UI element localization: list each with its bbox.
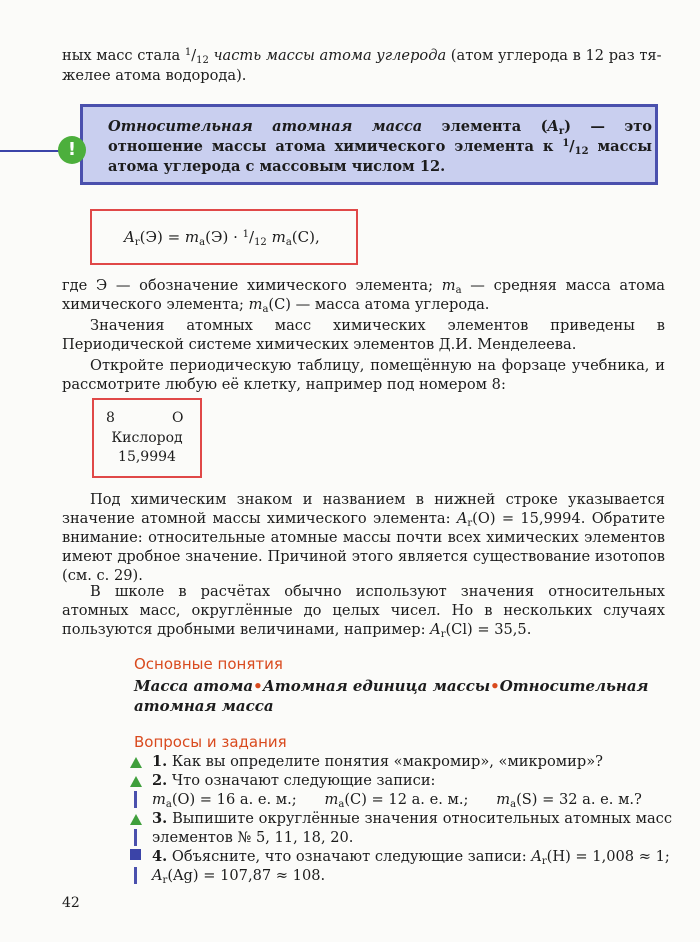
blue-bar-icon [134,867,137,884]
question-1: 1. Как вы определите понятия «макромир», «микромир»? [152,753,603,770]
paragraph-school: В школе в расчётах обычно используют значения относительных атомных масс, округлённые до целых чисел. Но в нескольких случаях пользуются дробными величинами, например: $A_r(Cl) = 35,5$. [62,583,665,640]
question-2: 2. Что означают следующие записи: [152,772,436,789]
question-3: 3. Выпишите округлённые значения относительных атомных масс элементов № 5, 11, 18, 20. [152,810,672,846]
paragraph-open-table: Откройте периодическую таблицу, помещённую на форзаце учебника, и рассмотрите любую её клетку, например под номером 8: [62,357,665,393]
page-number: 42 [62,895,80,911]
concepts-heading: Основные понятия [134,655,283,673]
paragraph-values: Значения атомных масс химических элементов приведены в Периодической системе химических элементов Д.И. Менделеева. [62,317,665,353]
exclamation-icon: ! [58,136,86,164]
definition-text: Относительная атомная масса элемента $(A_r)$ — это отношение массы атома химического элемента к $^1/_{12}$ массы атома углерода с массовым числом 12. [108,118,652,175]
intro-line-1: ных масс стала $^1/_{12}$ часть массы атома углерода (атом углерода в 12 раз тя- [62,47,662,66]
blue-square-icon [130,849,141,860]
relative-mass-formula: $A_r(Э) = m_a(Э) \cdot ^1/_{12}$ $m_a(C)$, [124,228,320,248]
green-triangle-icon [130,814,142,825]
blue-bar-icon [134,791,137,808]
element-name: Кислород [111,430,183,446]
questions-heading: Вопросы и задания [134,733,287,751]
intro-line-2: желее атома водорода). [62,67,247,84]
green-triangle-icon [130,757,142,768]
blue-bar-icon [134,829,137,846]
paragraph-symbol: Под химическим знаком и названием в нижней строке указывается значение атомной массы химического элемента: $A_r(O) = 15,9994$. Обратите внимание: относительные атомные массы почти всех химических элементов имеют дробное значение. Причиной этого является существование изотопов (см. с. 29). [62,491,665,584]
concepts-list: Масса атома•Атомная единица массы•Относительная атомная масса [134,677,649,715]
green-triangle-icon [130,776,142,787]
question-2-records: $m_a(O) = 16$ а. е. м.; $m_a(C) = 12$ а. е. м.; $m_a(S) = 32$ а. е. м.? [152,791,642,810]
element-symbol: O [172,410,184,426]
element-mass: 15,9994 [118,449,176,465]
question-4: 4. Объясните, что означают следующие записи: $A_r(H) = 1,008 \approx 1$; $A_r(Ag) = 107,87 \approx 108$. [152,848,670,886]
element-number: 8 [106,410,115,426]
formula-explanation: где Э — обозначение химического элемента; $m_a$ — средняя масса атома химического элемента; $m_a(C)$ — масса атома углерода. [62,277,665,315]
